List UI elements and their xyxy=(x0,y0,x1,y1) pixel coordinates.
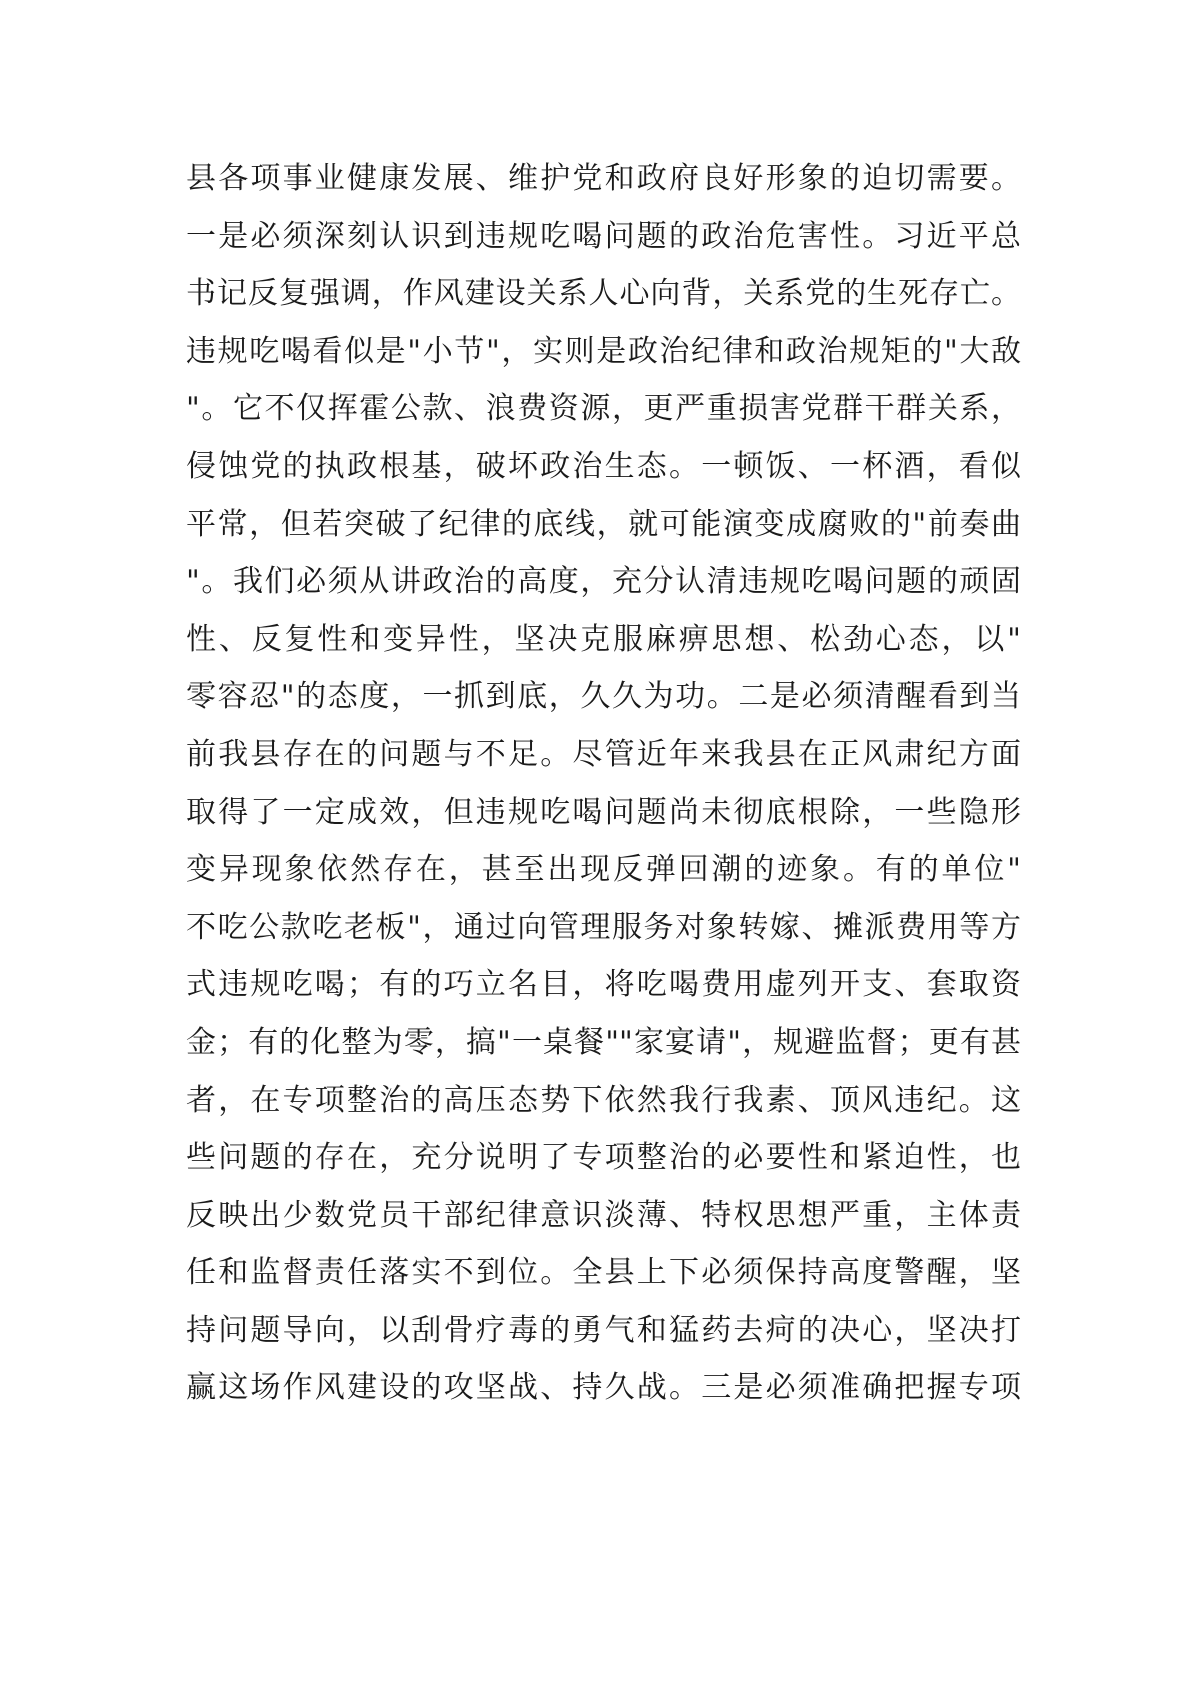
text-line: 性、反复性和变异性，坚决克服麻痹思想、松劲心态，以" xyxy=(186,621,1021,657)
text-line: 平常，但若突破了纪律的底线，就可能演变成腐败的"前奏曲 xyxy=(186,506,1021,542)
text-line: 不吃公款吃老板"，通过向管理服务对象转嫁、摊派费用等方 xyxy=(186,909,1021,945)
text-line: 者，在专项整治的高压态势下依然我行我素、顶风违纪。这 xyxy=(186,1082,1021,1118)
text-line: 反映出少数党员干部纪律意识淡薄、特权思想严重，主体责 xyxy=(186,1197,1021,1233)
text-line: 些问题的存在，充分说明了专项整治的必要性和紧迫性，也 xyxy=(186,1140,1021,1176)
text-line: "。它不仅挥霍公款、浪费资源，更严重损害党群干群关系， xyxy=(186,391,1021,427)
text-line: 书记反复强调，作风建设关系人心向背，关系党的生死存亡。 xyxy=(186,276,1021,312)
text-line: 赢这场作风建设的攻坚战、持久战。三是必须准确把握专项 xyxy=(186,1370,1021,1406)
text-line: 任和监督责任落实不到位。全县上下必须保持高度警醒，坚 xyxy=(186,1255,1021,1291)
text-line: 取得了一定成效，但违规吃喝问题尚未彻底根除，一些隐形 xyxy=(186,794,1021,830)
text-line: 违规吃喝看似是"小节"，实则是政治纪律和政治规矩的"大敌 xyxy=(186,333,1021,369)
text-line: 变异现象依然存在，甚至出现反弹回潮的迹象。有的单位" xyxy=(186,852,1021,888)
body-text xyxy=(186,150,1021,1417)
text-line: 侵蚀党的执政根基，破坏政治生态。一顿饭、一杯酒，看似 xyxy=(186,448,1021,484)
text-line: 持问题导向，以刮骨疗毒的勇气和猛药去疴的决心，坚决打 xyxy=(186,1312,1021,1348)
text-line: 县各项事业健康发展、维护党和政府良好形象的迫切需要。 xyxy=(186,161,1021,196)
text-line: 零容忍"的态度，一抓到底，久久为功。二是必须清醒看到当 xyxy=(186,679,1021,715)
text-line: 前我县存在的问题与不足。尽管近年来我县在正风肃纪方面 xyxy=(186,736,1021,772)
text-line: 式违规吃喝；有的巧立名目，将吃喝费用虚列开支、套取资 xyxy=(186,967,1021,1003)
text-line: "。我们必须从讲政治的高度，充分认清违规吃喝问题的顽固 xyxy=(186,564,1021,600)
text-line: 金；有的化整为零，搞"一桌餐""家宴请"，规避监督；更有甚 xyxy=(186,1024,1021,1060)
text-line: 一是必须深刻认识到违规吃喝问题的政治危害性。习近平总 xyxy=(186,218,1021,254)
